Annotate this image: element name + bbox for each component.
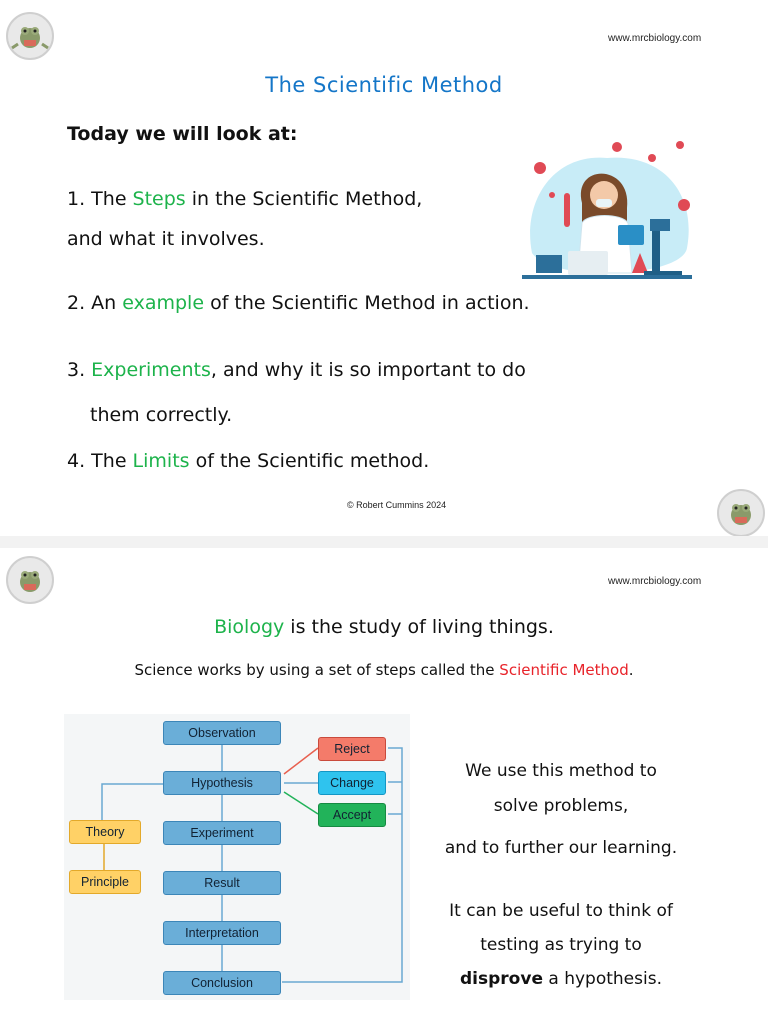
- science-sentence: Science works by using a set of steps called the Scientific Method.: [134, 661, 634, 679]
- flow-hypothesis: Hypothesis: [163, 771, 281, 795]
- intro-heading: Today we will look at:: [67, 123, 298, 145]
- item-2: 2. An example of the Scientific Method in action.: [67, 292, 530, 314]
- flow-experiment: Experiment: [163, 821, 281, 845]
- item-3-line2: them correctly.: [90, 404, 233, 426]
- flow-observation: Observation: [163, 721, 281, 745]
- biology-definition: Biology is the study of living things.: [214, 616, 554, 638]
- copyright: © Robert Cummins 2024: [347, 500, 447, 510]
- flow-result: Result: [163, 871, 281, 895]
- right-text-3: and to further our learning.: [444, 838, 678, 858]
- item-1: 1. The Steps in the Scientific Method,: [67, 188, 423, 210]
- right-text-4: It can be useful to think of: [449, 901, 673, 921]
- frog-logo-icon-3: [6, 556, 54, 604]
- frog-logo-icon-2: [717, 489, 765, 537]
- scientist-illustration-icon: [512, 133, 702, 285]
- flow-conclusion: Conclusion: [163, 971, 281, 995]
- flow-reject: Reject: [318, 737, 386, 761]
- right-text-5: testing as trying to: [480, 935, 642, 955]
- item-1-line2: and what it involves.: [67, 228, 265, 250]
- page-title: The Scientific Method: [265, 73, 503, 97]
- site-url-2[interactable]: www.mrcbiology.com: [608, 576, 702, 587]
- scientific-method-flowchart: [64, 714, 410, 1000]
- right-text-6: disprove a hypothesis.: [460, 969, 662, 989]
- flow-accept: Accept: [318, 803, 386, 827]
- right-text-2: solve problems,: [493, 796, 629, 816]
- item-4: 4. The Limits of the Scientific method.: [67, 450, 430, 472]
- right-text-1: We use this method to: [465, 761, 657, 781]
- item-3: 3. Experiments, and why it is so important to do: [67, 359, 526, 381]
- slide-2: [0, 548, 768, 1024]
- flow-change: Change: [318, 771, 386, 795]
- site-url[interactable]: www.mrcbiology.com: [608, 33, 702, 44]
- flow-interpretation: Interpretation: [163, 921, 281, 945]
- flow-theory: Theory: [69, 820, 141, 844]
- slide-divider: [0, 536, 768, 548]
- flow-principle: Principle: [69, 870, 141, 894]
- frog-logo-icon: [6, 12, 54, 60]
